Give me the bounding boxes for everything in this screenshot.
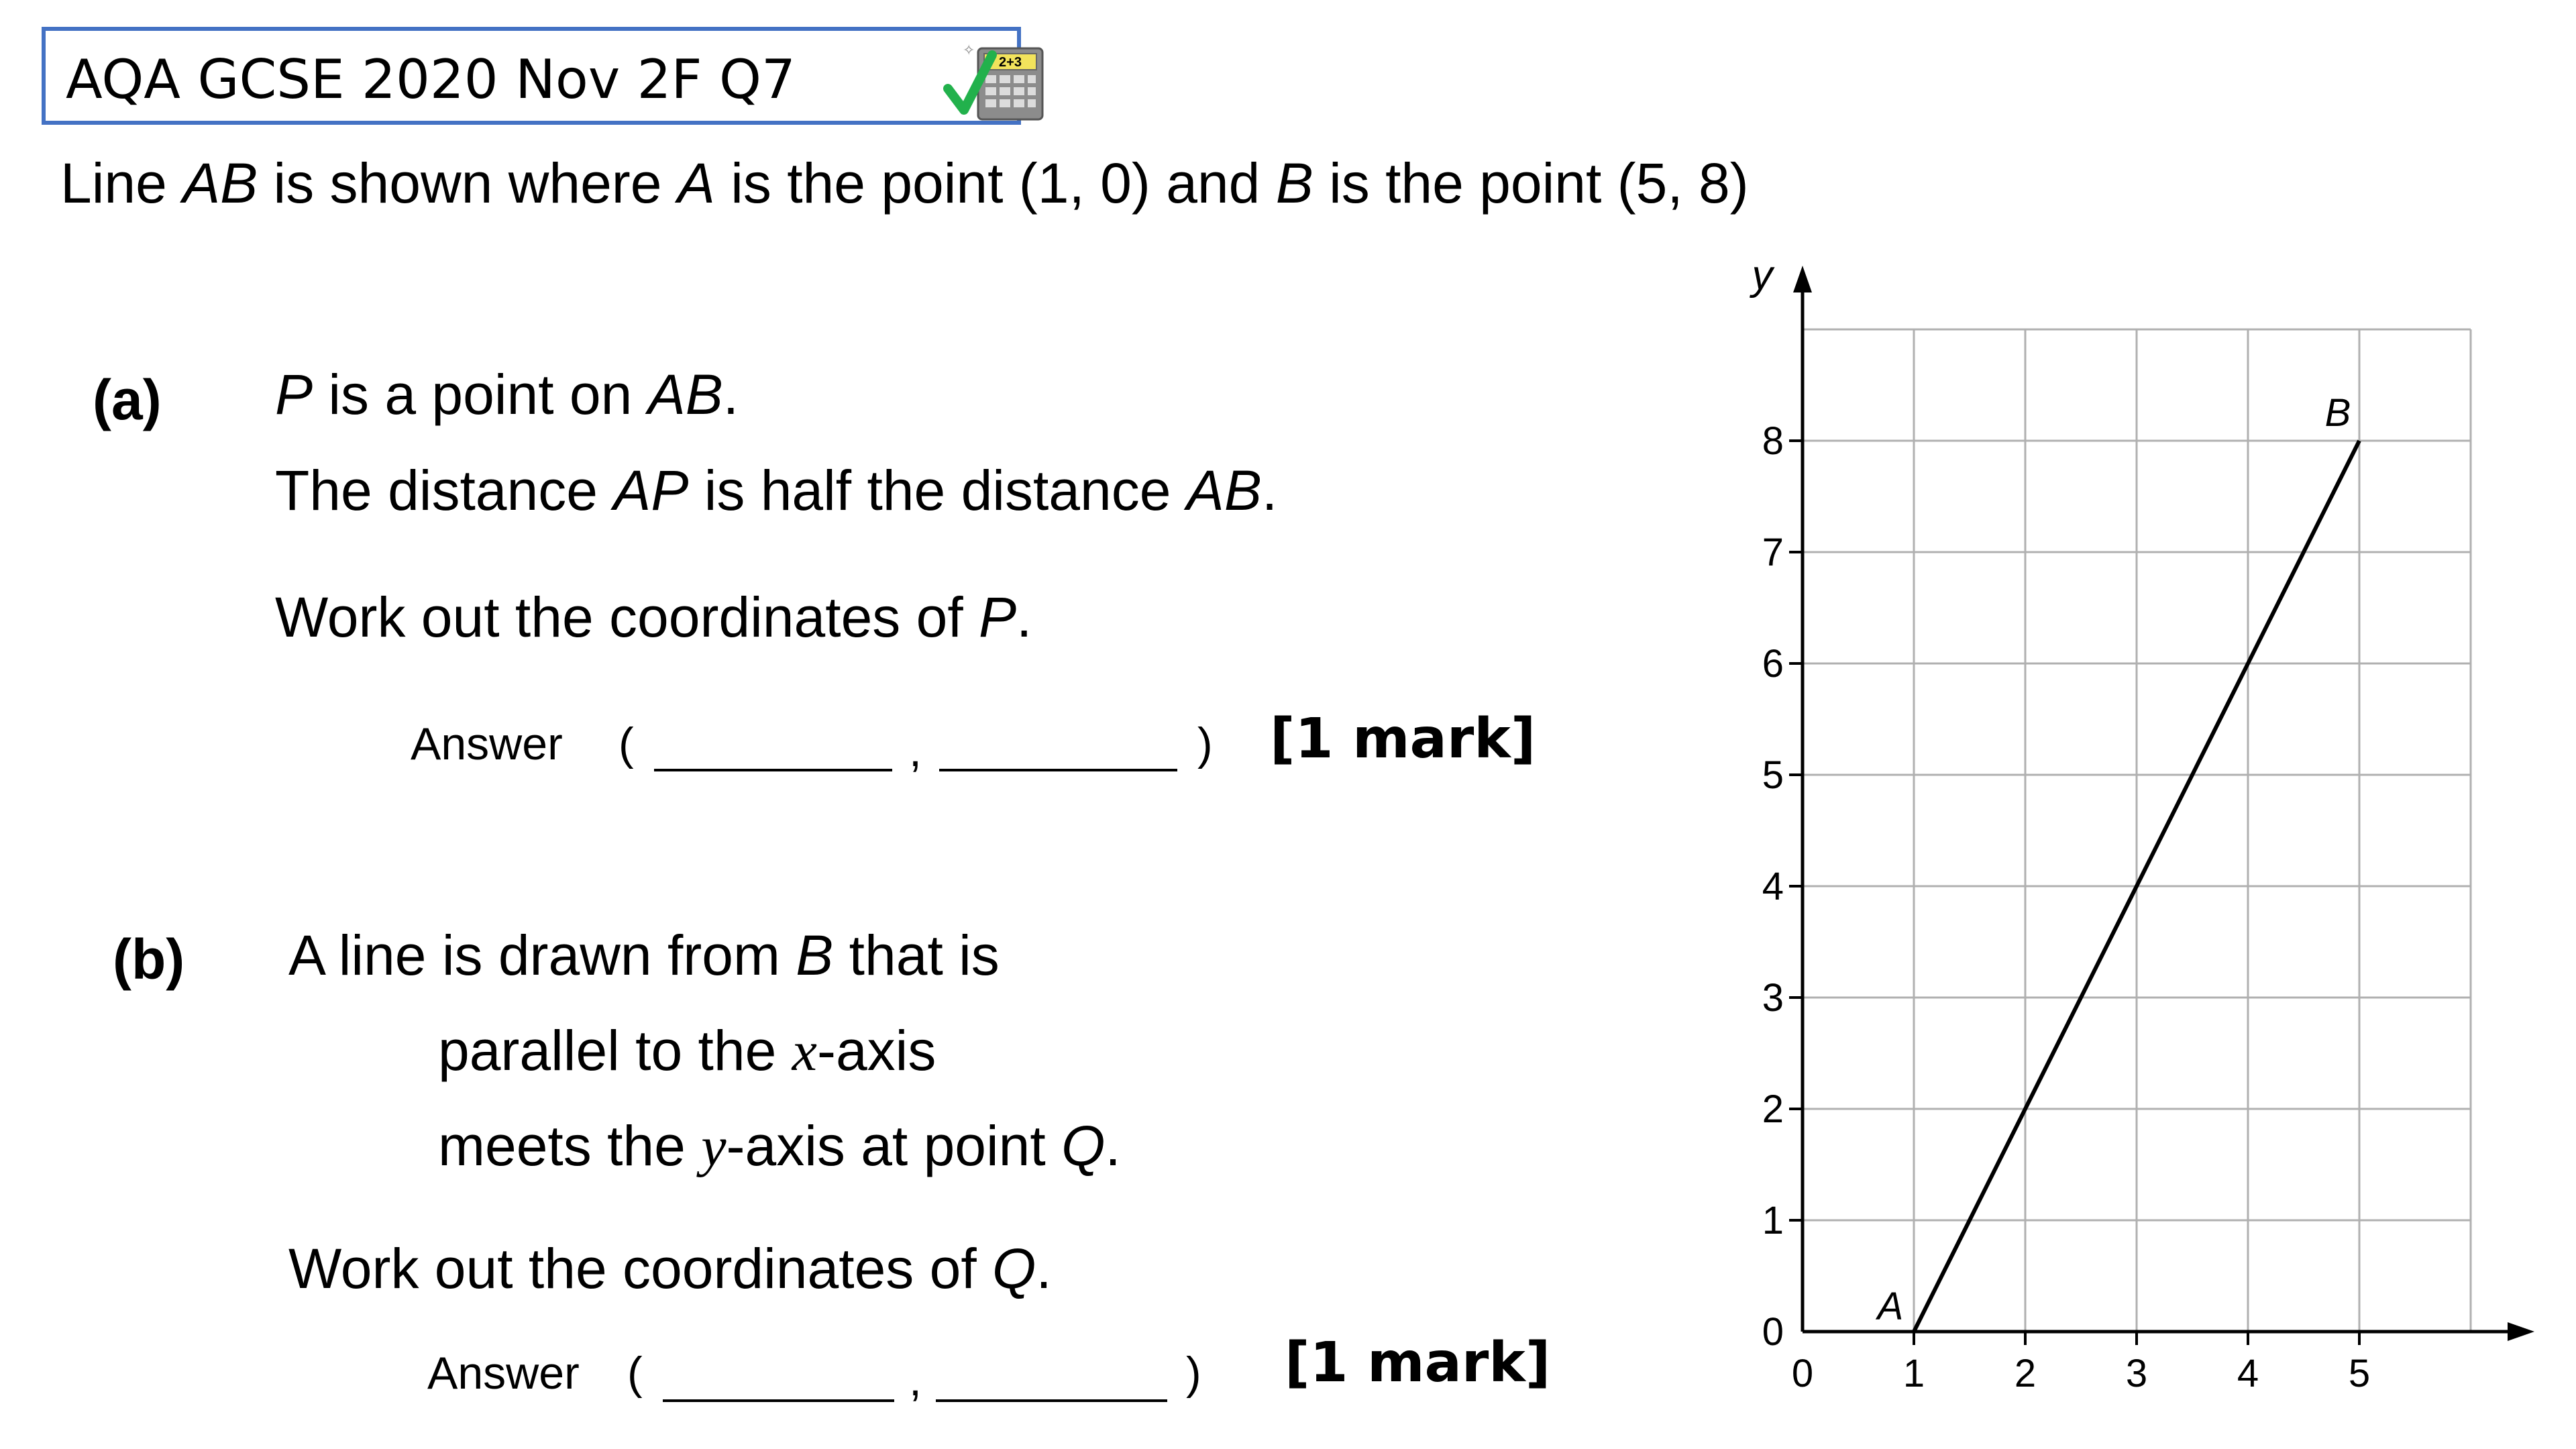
y-tick-label: 8 [1762, 419, 1784, 463]
part-a-open-paren: ( [619, 718, 634, 769]
y-axis-arrow [1793, 266, 1812, 292]
y-tick-label: 4 [1762, 865, 1784, 908]
part-b-line-3: meets the y-axis at point Q. [438, 1114, 1121, 1178]
x-tick-label: 2 [2014, 1352, 2037, 1395]
point-label-b: B [2324, 391, 2351, 435]
part-b-label: (b) [113, 928, 185, 991]
part-a-answer-label: Answer [411, 718, 563, 769]
part-a-line-3: Work out the coordinates of P. [275, 586, 1032, 649]
part-b-open-paren: ( [627, 1348, 643, 1399]
part-b-comma: , [909, 1354, 922, 1405]
x-tick-label: 3 [2125, 1352, 2148, 1395]
part-a-label: (a) [93, 368, 162, 431]
part-a-comma: , [909, 725, 922, 776]
part-b-mark: [1 mark] [1285, 1331, 1551, 1395]
part-a-line-1: P is a point on AB. [275, 363, 739, 426]
x-tick-label: 5 [2348, 1352, 2371, 1395]
y-tick-label: 0 [1762, 1310, 1784, 1354]
x-tick-label: 4 [2237, 1352, 2259, 1395]
part-a-close-paren: ) [1197, 718, 1213, 769]
part-b-line-2: parallel to the x-axis [438, 1019, 936, 1083]
svg-text:✧: ✧ [963, 42, 975, 59]
point-label-a: A [1877, 1285, 1904, 1328]
x-tick-label: 0 [1791, 1352, 1814, 1395]
y-tick-label: 6 [1762, 642, 1784, 686]
calculator-badge: 2+3 [999, 55, 1022, 70]
y-axis-label: y [1752, 252, 1773, 299]
y-tick-label: 1 [1762, 1199, 1784, 1242]
part-b-answer-label: Answer [427, 1348, 580, 1399]
x-tick-label: 1 [1902, 1352, 1925, 1395]
y-tick-label: 3 [1762, 976, 1784, 1020]
y-tick-label: 5 [1762, 753, 1784, 797]
part-a-mark: [1 mark] [1270, 707, 1536, 771]
part-b-close-paren: ) [1186, 1348, 1201, 1399]
part-b-line-4: Work out the coordinates of Q. [288, 1237, 1052, 1300]
x-axis-arrow [2508, 1322, 2534, 1341]
y-tick-label: 7 [1762, 531, 1784, 574]
intro-sentence: Line AB is shown where A is the point (1, 0) and B is the point (5, 8) [60, 152, 1749, 215]
part-b-line-1: A line is drawn from B that is [288, 924, 1000, 987]
part-a-line-2: The distance AP is half the distance AB. [275, 459, 1278, 522]
y-tick-label: 2 [1762, 1087, 1784, 1131]
question-title: AQA GCSE 2020 Nov 2F Q7 [66, 48, 796, 111]
